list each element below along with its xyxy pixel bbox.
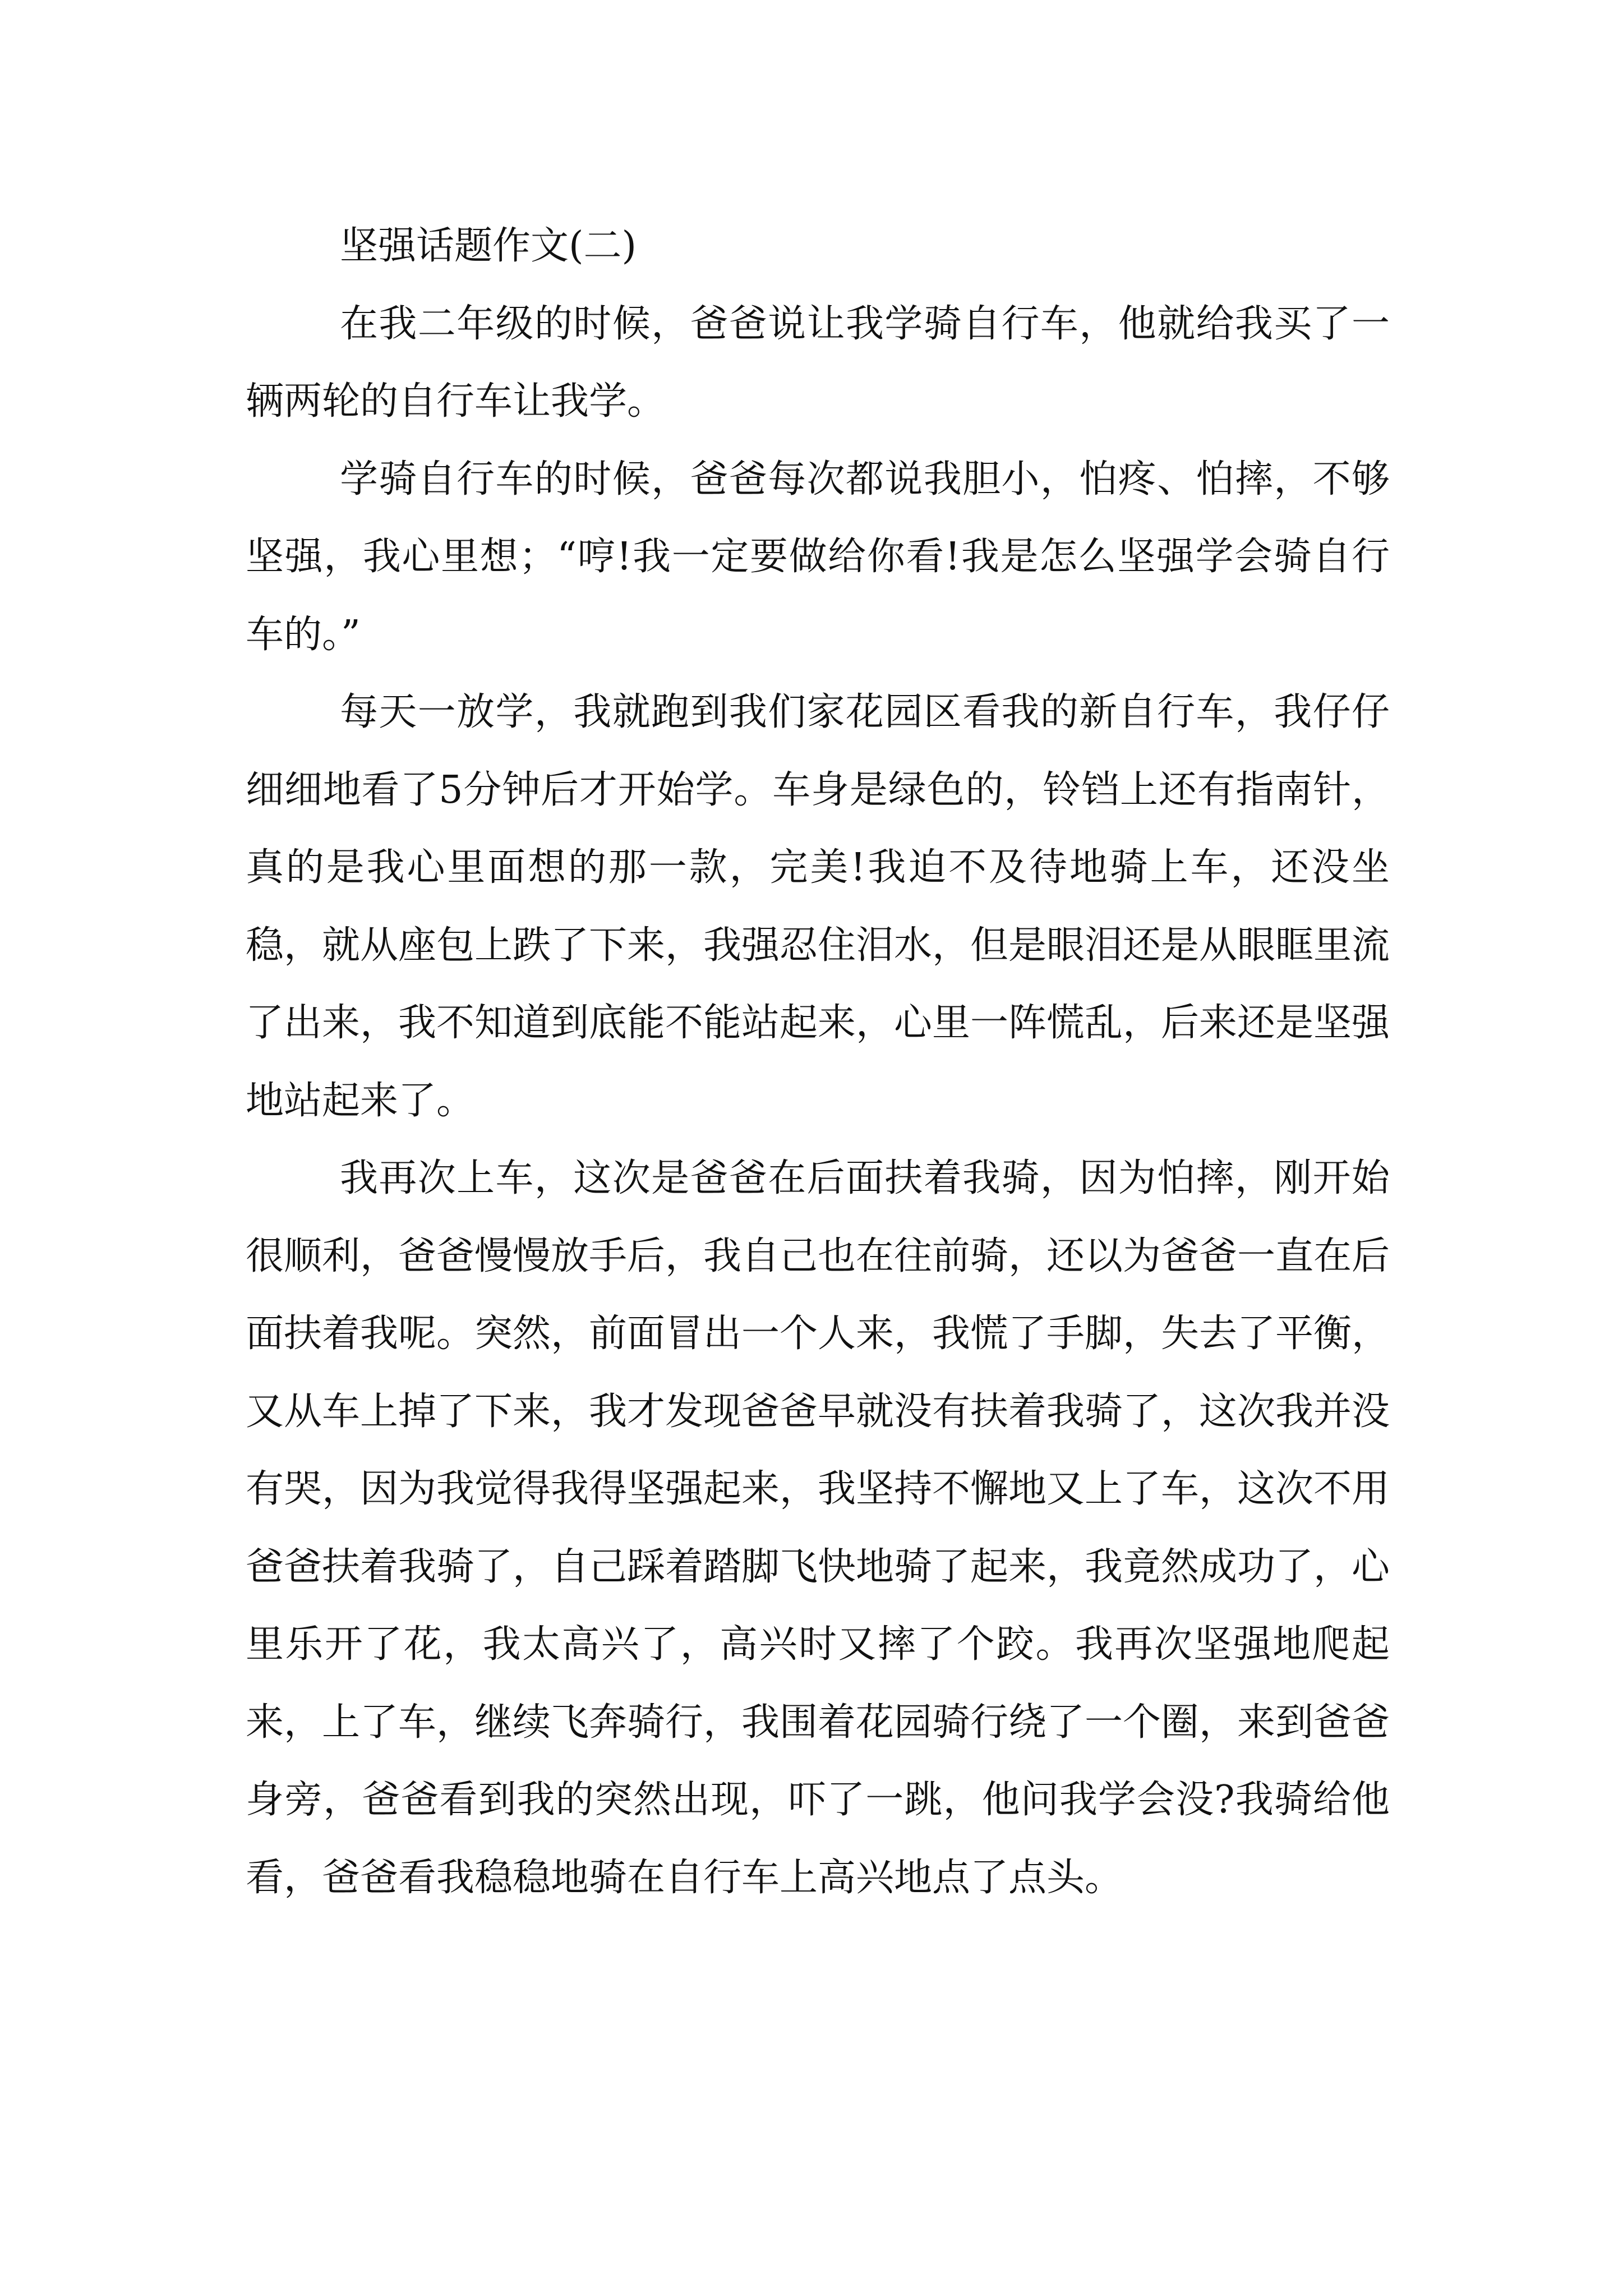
paragraph: 在我二年级的时候，爸爸说让我学骑自行车，他就给我买了一辆两轮的自行车让我学。 [246, 301, 1390, 424]
document-body [246, 208, 1390, 1917]
document-title: 坚强话题作文(二) [340, 224, 637, 268]
paragraph: 我再次上车，这次是爸爸在后面扶着我骑，因为怕摔，刚开始很顺利，爸爸慢慢放手后，我自己也在往前骑，还以为爸爸一直在后面扶着我呢。突然，前面冒出一个人来，我慌了手脚，失去了平衡，又从车上掉了下来，我才发现爸爸早就没有扶着我骑了，这次我并没有哭，因为我觉得我得坚强起来，我坚持不懈地又上了车，这次不用爸爸扶着我骑了，自己踩着踏脚飞快地骑了起来，我竟然成功了，心里乐开了花，我太高兴了，高兴时又摔了个跤。我再次坚强地爬起来，上了车，继续飞奔骑行，我围着花园骑行绕了一个圈，来到爸爸身旁，爸爸看到我的突然出现，吓了一跳，他问我学会没?我骑给他看，爸爸看我稳稳地骑在自行车上高兴地点了点头。 [246, 1156, 1390, 1900]
paragraph: 学骑自行车的时候，爸爸每次都说我胆小，怕疼、怕摔，不够坚强，我心里想；“哼!我一定要做给你看!我是怎么坚强学会骑自行车的。” [246, 457, 1390, 657]
paragraph: 每天一放学，我就跑到我们家花园区看我的新自行车，我仔仔细细地看了5分钟后才开始学。车身是绿色的，铃铛上还有指南针，真的是我心里面想的那一款，完美!我迫不及待地骑上车，还没坐稳，就从座包上跌了下来，我强忍住泪水，但是眼泪还是从眼眶里流了出来，我不知道到底能不能站起来，心里一阵慌乱，后来还是坚强地站起来了。 [246, 690, 1390, 1123]
